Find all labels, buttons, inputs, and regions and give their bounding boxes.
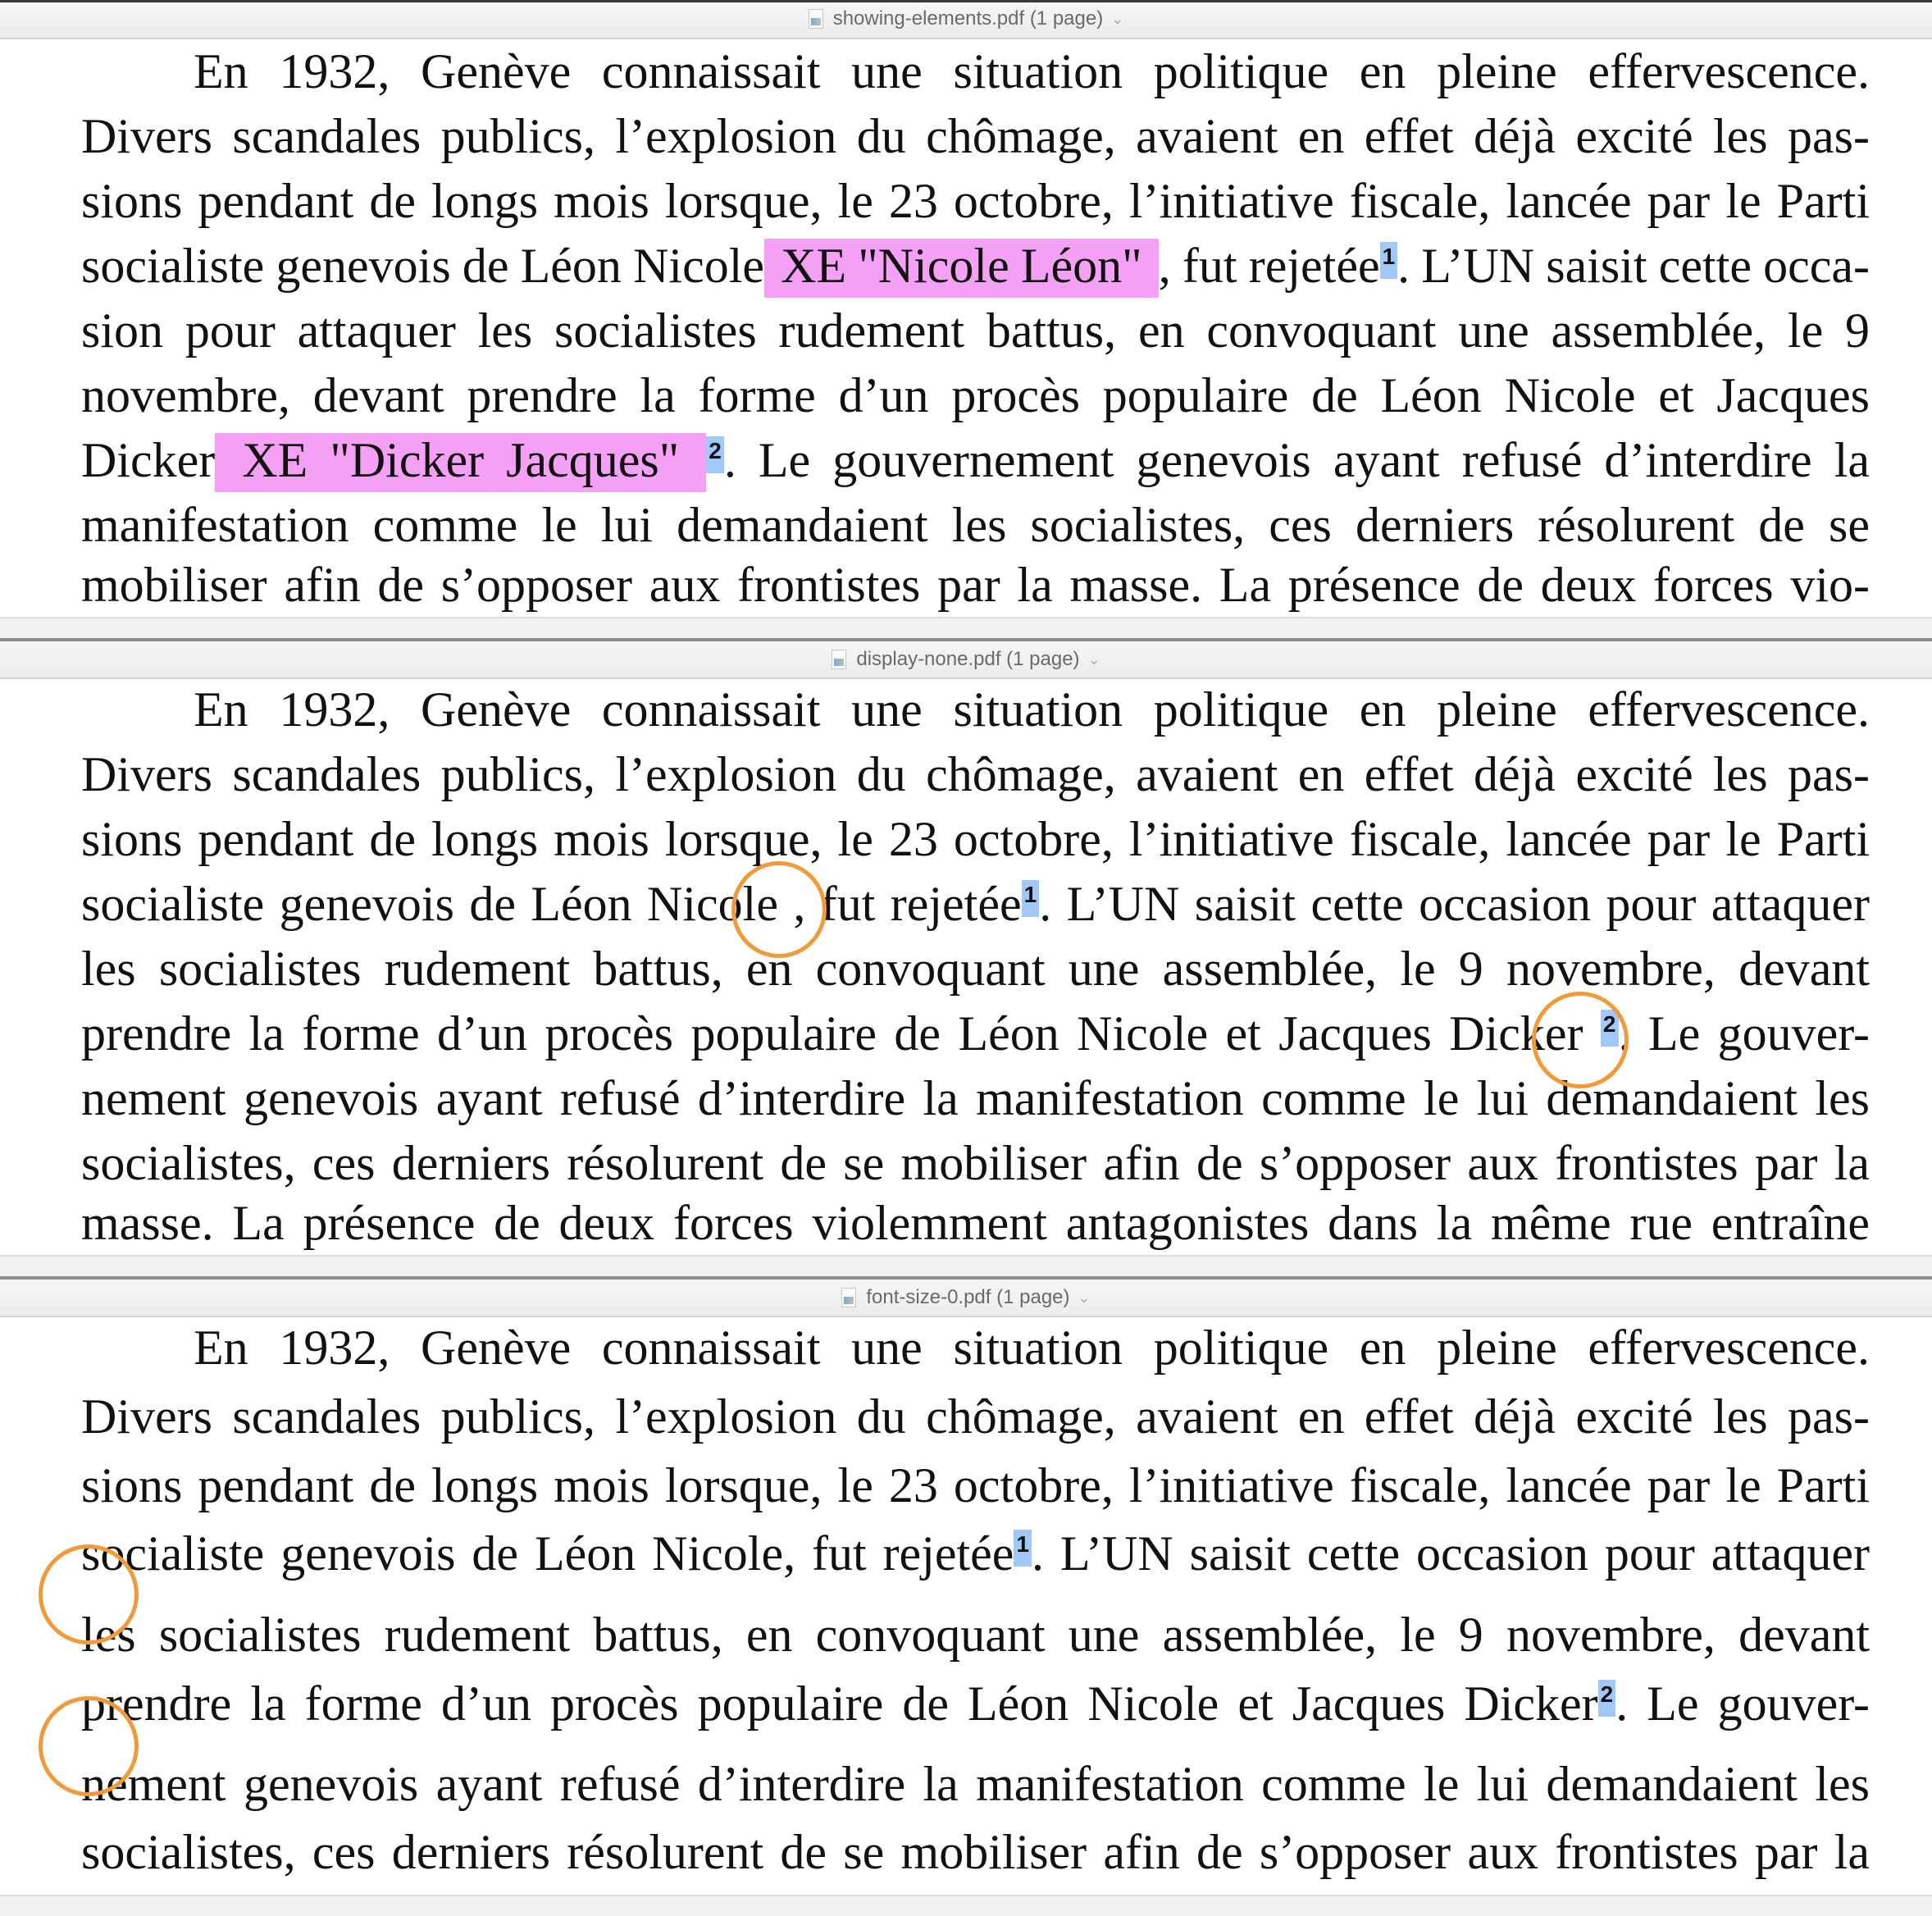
- text-run: mobiliser afin de s’opposer aux frontistes par la masse. La présence de deux forces vio-: [81, 558, 1870, 612]
- window-top-border: [0, 0, 1932, 2]
- index-field-dicker[interactable]: XE "Dicker Jacques": [215, 433, 706, 492]
- text-run: nement genevois ayant refusé d’interdire la manifestation comme le lui demandaient les: [81, 1757, 1870, 1811]
- window-titlebar[interactable]: [0, 0, 1932, 39]
- text-run: les socialistes rudement battus, en convoquant une assemblée, le 9 novembre, devant: [81, 1608, 1870, 1662]
- annotation-circle-line-gap-1: [39, 1544, 139, 1645]
- annotation-circle-line-gap-2: [39, 1696, 139, 1796]
- text-run: sions pendant de longs mois lorsque, le 23 octobre, l’initiative fiscale, lancée par le Parti: [81, 1458, 1870, 1512]
- annotation-circle-removed-field-1: [731, 861, 827, 958]
- text-line: [81, 940, 1870, 997]
- footnote-marker-1[interactable]: 1: [1380, 242, 1398, 279]
- text-line: [81, 496, 1870, 554]
- pdf-window-showing-elements: [0, 0, 1932, 641]
- text-run: sions pendant de longs mois lorsque, le 23 octobre, l’initiative fiscale, lancée par le Parti: [81, 812, 1870, 866]
- footnote-marker-2[interactable]: 2: [1601, 1010, 1619, 1047]
- text-run: . Le gouver-: [1618, 1006, 1870, 1061]
- text-run: . Le gouver-: [1615, 1676, 1870, 1731]
- window-title[interactable]: showing-elements.pdf (1 page): [832, 7, 1104, 30]
- text-line: [194, 43, 1870, 100]
- pdf-document-icon: [832, 650, 846, 669]
- pdf-window-font-size-0: [0, 1280, 1932, 1916]
- text-run: En 1932, Genève connaissait une situation politique en pleine effervescence.: [194, 1321, 1870, 1375]
- text-run: . L’UN saisit cette occa-: [1397, 239, 1870, 293]
- text-run: sions pendant de longs mois lorsque, le 23 octobre, l’initiative fiscale, lancée par le Parti: [81, 174, 1870, 228]
- text-line: [81, 875, 1870, 933]
- text-line: [81, 302, 1870, 359]
- chevron-down-icon[interactable]: ⌄: [1111, 10, 1124, 27]
- window-bottom-bar: [0, 1255, 1932, 1278]
- text-run: socialiste genevois de Léon Nicole, fut rejetée: [81, 1526, 1014, 1581]
- text-run: socialiste genevois de Léon Nicole: [81, 239, 764, 293]
- text-line: [81, 431, 1870, 489]
- window-title[interactable]: display-none.pdf (1 page): [856, 648, 1080, 670]
- pdf-document-icon: [809, 9, 823, 29]
- text-line: [81, 107, 1870, 165]
- text-run: En 1932, Genève connaissait une situation politique en pleine effervescence.: [194, 44, 1870, 98]
- text-line: [81, 810, 1870, 868]
- text-line: [81, 1388, 1870, 1445]
- text-run: Divers scandales publics, l’explosion du chômage, avaient en effet déjà excité les pas-: [81, 109, 1870, 163]
- text-run: Divers scandales publics, l’explosion du chômage, avaient en effet déjà excité les pas-: [81, 747, 1870, 801]
- window-bottom-bar: [0, 1895, 1932, 1916]
- text-run: nement genevois ayant refusé d’interdire la manifestation comme le lui demandaient les: [81, 1071, 1870, 1125]
- text-run: prendre la forme d’un procès populaire de Léon Nicole et Jacques Dicker: [81, 1676, 1598, 1731]
- text-run: . Le gouvernement genevois ayant refusé d’interdire la: [723, 433, 1870, 487]
- pdf-page: [0, 679, 1932, 1253]
- annotation-circle-removed-field-2: [1532, 992, 1629, 1088]
- text-run: . L’UN saisit cette occasion pour attaquer: [1032, 1526, 1870, 1581]
- text-run: En 1932, Genève connaissait une situation politique en pleine effervescence.: [194, 682, 1870, 737]
- text-run: prendre la forme d’un procès populaire de Léon Nicole et Jacques Dicker: [81, 1006, 1601, 1061]
- text-line: [81, 1823, 1870, 1881]
- text-line: [81, 1755, 1870, 1813]
- footnote-marker-2[interactable]: 2: [1598, 1680, 1616, 1717]
- window-title[interactable]: font-size-0.pdf (1 page): [866, 1286, 1070, 1308]
- text-run: . L’UN saisit cette occasion pour attaquer: [1039, 877, 1870, 931]
- text-line: [81, 1675, 1870, 1732]
- text-run: , fut rejetée: [1158, 239, 1380, 293]
- text-run: manifestation comme le lui demandaient les socialistes, ces derniers résolurent de se: [81, 498, 1870, 552]
- footnote-marker-2[interactable]: 2: [706, 436, 724, 473]
- text-run: socialiste genevois de Léon Nicole , fut rejetée: [81, 877, 1022, 931]
- text-line: [81, 367, 1870, 424]
- text-line: [81, 237, 1870, 294]
- pdf-document-icon: [841, 1288, 856, 1307]
- pdf-page: [0, 39, 1932, 617]
- text-line: [81, 1457, 1870, 1514]
- text-run: les socialistes rudement battus, en convoquant une assemblée, le 9 novembre, devant: [81, 942, 1870, 996]
- index-field-nicole[interactable]: XE "Nicole Léon": [764, 239, 1159, 298]
- text-run: masse. La présence de deux forces violemment antagonistes dans la même rue entraîne: [81, 1196, 1870, 1250]
- chevron-down-icon[interactable]: ⌄: [1087, 650, 1100, 668]
- window-bottom-bar: [0, 617, 1932, 640]
- text-line: [81, 1134, 1870, 1192]
- text-line: [194, 1319, 1870, 1376]
- text-line: [81, 1606, 1870, 1663]
- footnote-marker-1[interactable]: 1: [1022, 880, 1040, 917]
- text-line: [81, 1525, 1870, 1582]
- text-run: socialistes, ces derniers résolurent de se mobiliser afin de s’opposer aux frontistes par la: [81, 1136, 1870, 1190]
- text-line: [81, 556, 1870, 614]
- text-line: [81, 1194, 1870, 1252]
- text-line: [81, 172, 1870, 230]
- text-run: Dicker: [81, 433, 216, 487]
- footnote-marker-1[interactable]: 1: [1014, 1530, 1032, 1567]
- text-line: [81, 746, 1870, 803]
- text-run: Divers scandales publics, l’explosion du chômage, avaient en effet déjà excité les pas-: [81, 1389, 1870, 1444]
- window-titlebar[interactable]: [0, 1280, 1932, 1317]
- text-run: sion pour attaquer les socialistes rudement battus, en convoquant une assemblée, le 9: [81, 303, 1870, 358]
- window-titlebar[interactable]: [0, 641, 1932, 679]
- pdf-window-display-none: [0, 641, 1932, 1280]
- text-run: socialistes, ces derniers résolurent de se mobiliser afin de s’opposer aux frontistes par la: [81, 1825, 1870, 1879]
- chevron-down-icon[interactable]: ⌄: [1078, 1289, 1091, 1306]
- text-line: [194, 681, 1870, 738]
- text-run: novembre, devant prendre la forme d’un procès populaire de Léon Nicole et Jacques: [81, 368, 1870, 422]
- pdf-page: [0, 1317, 1932, 1891]
